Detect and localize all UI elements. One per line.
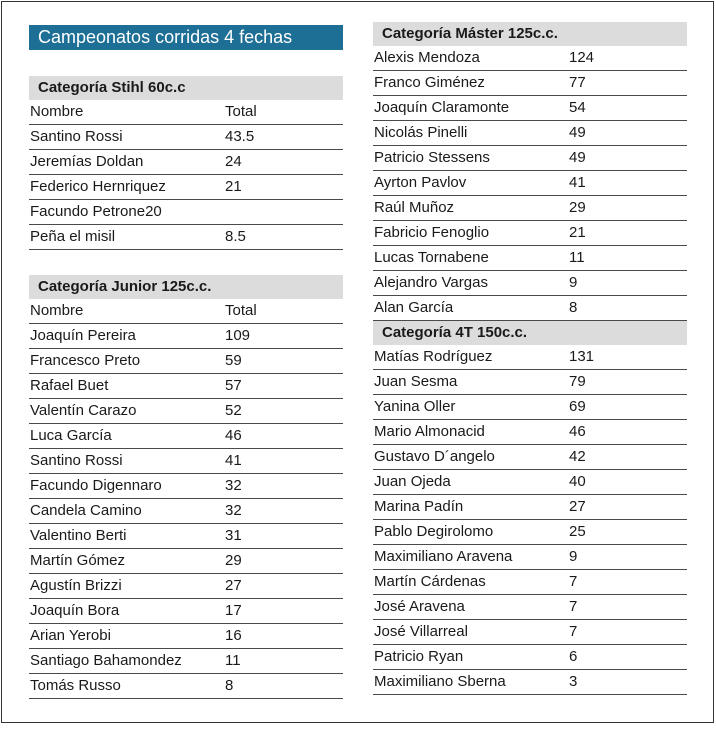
competitor-name: Luca García — [30, 427, 112, 444]
left-column — [29, 25, 343, 699]
table-row — [373, 545, 687, 570]
competitor-total: 59 — [225, 352, 242, 369]
competitor-total: 7 — [569, 598, 578, 615]
competitor-name: Maximiliano Aravena — [374, 548, 513, 565]
competitor-total: 8 — [569, 299, 578, 316]
competitor-total: 57 — [225, 377, 242, 394]
competitor-total: 8 — [225, 677, 234, 694]
table-row — [29, 449, 343, 474]
competitor-name: Raúl Muñoz — [374, 199, 455, 216]
table-row — [373, 570, 687, 595]
competitor-total: 42 — [569, 448, 586, 465]
competitor-name: Fabricio Fenoglio — [374, 224, 490, 241]
table-row — [29, 424, 343, 449]
competitor-name: Alexis Mendoza — [374, 49, 480, 66]
category-master — [373, 22, 687, 321]
table-row — [29, 175, 343, 200]
table-row — [29, 674, 343, 699]
competitor-total: 6 — [569, 648, 578, 665]
competitor-name: Ayrton Pavlov — [374, 174, 467, 191]
competitor-total: 29 — [569, 199, 586, 216]
table-row — [29, 324, 343, 349]
competitor-name: Maximiliano Sberna — [374, 673, 506, 690]
competitor-name: Martín Cárdenas — [374, 573, 486, 590]
competitor-total: 54 — [569, 99, 586, 116]
competitor-name: Federico Hernriquez — [30, 178, 166, 195]
column-header-total: Total — [225, 302, 257, 319]
competitor-total: 16 — [225, 627, 242, 644]
table-row — [373, 271, 687, 296]
competitor-name: Arian Yerobi — [30, 627, 111, 644]
competitor-name: Facundo Digennaro — [30, 477, 162, 494]
table-row — [373, 96, 687, 121]
category-title: Categoría Máster 125c.c. — [373, 22, 687, 46]
table-row — [373, 395, 687, 420]
table-row — [29, 524, 343, 549]
table-row — [29, 549, 343, 574]
competitor-name: Francesco Preto — [30, 352, 141, 369]
table-row — [373, 420, 687, 445]
table-row — [373, 345, 687, 370]
competitor-total: 7 — [569, 573, 578, 590]
competitor-total: 31 — [225, 527, 242, 544]
table-row — [29, 624, 343, 649]
table-row — [29, 574, 343, 599]
competitor-total: 21 — [225, 178, 242, 195]
category-title: Categoría 4T 150c.c. — [373, 321, 687, 345]
competitor-name: Joaquín Bora — [30, 602, 120, 619]
competitor-name: Valentino Berti — [30, 527, 127, 544]
table-header-row — [29, 100, 343, 125]
competitor-name: Joaquín Claramonte — [374, 99, 510, 116]
competitor-name: Jeremías Doldan — [30, 153, 144, 170]
table-row — [29, 225, 343, 250]
competitor-total: 49 — [569, 149, 586, 166]
competitor-total: 27 — [225, 577, 242, 594]
competitor-total: 9 — [569, 274, 578, 291]
table-row — [373, 445, 687, 470]
table-row — [373, 370, 687, 395]
category-title: Categoría Stihl 60c.c — [29, 76, 343, 100]
competitor-total: 21 — [569, 224, 586, 241]
category-4t — [373, 321, 687, 695]
column-header-total: Total — [225, 103, 257, 120]
competitor-name: Nicolás Pinelli — [374, 124, 468, 141]
competitor-name: Facundo Petrone20 — [30, 203, 162, 220]
competitor-total: 27 — [569, 498, 586, 515]
table-row — [29, 200, 343, 225]
column-header-name: Nombre — [30, 302, 84, 319]
table-row — [373, 221, 687, 246]
table-row — [29, 125, 343, 150]
table-row — [373, 620, 687, 645]
competitor-name: José Aravena — [374, 598, 465, 615]
table-row — [29, 399, 343, 424]
competitor-name: Agustín Brizzi — [30, 577, 122, 594]
column-header-name: Nombre — [30, 103, 84, 120]
right-column — [373, 22, 687, 695]
table-row — [373, 171, 687, 196]
table-row — [29, 474, 343, 499]
table-row — [29, 599, 343, 624]
competitor-name: Patricio Ryan — [374, 648, 464, 665]
table-row — [373, 670, 687, 695]
competitor-name: Candela Camino — [30, 502, 142, 519]
competitor-name: Marina Padín — [374, 498, 464, 515]
competitor-total: 32 — [225, 502, 242, 519]
competitor-total: 24 — [225, 153, 242, 170]
competitor-name: Franco Giménez — [374, 74, 485, 91]
competitor-total: 79 — [569, 373, 586, 390]
competitor-name: Matías Rodríguez — [374, 348, 493, 365]
competitor-name: Juan Sesma — [374, 373, 458, 390]
competitor-total: 11 — [225, 652, 241, 669]
competitor-name: Alan García — [374, 299, 454, 316]
table-row — [29, 499, 343, 524]
table-row — [29, 349, 343, 374]
competitor-name: Gustavo D´angelo — [374, 448, 495, 465]
competitor-name: Pablo Degirolomo — [374, 523, 494, 540]
competitor-name: Peña el misil — [30, 228, 116, 245]
competitor-total: 3 — [569, 673, 578, 690]
competitor-name: Santiago Bahamondez — [30, 652, 182, 669]
competitor-name: Lucas Tornabene — [374, 249, 489, 266]
table-row — [373, 121, 687, 146]
table-row — [373, 296, 687, 321]
table-header-row — [29, 299, 343, 324]
competitor-total: 17 — [225, 602, 242, 619]
competitor-name: Juan Ojeda — [374, 473, 451, 490]
competitor-total: 49 — [569, 124, 586, 141]
table-row — [373, 71, 687, 96]
table-row — [373, 520, 687, 545]
competitor-total: 109 — [225, 327, 251, 344]
competitor-total: 9 — [569, 548, 578, 565]
competitor-total: 7 — [569, 623, 578, 640]
competitor-total: 46 — [225, 427, 242, 444]
page-title: Campeonatos corridas 4 fechas — [29, 25, 343, 50]
competitor-total: 52 — [225, 402, 242, 419]
competitor-total: 8.5 — [225, 228, 246, 245]
competitor-total: 32 — [225, 477, 242, 494]
competitor-name: Alejandro Vargas — [374, 274, 488, 291]
competitor-total: 40 — [569, 473, 586, 490]
competitor-total: 29 — [225, 552, 242, 569]
table-row — [29, 374, 343, 399]
competitor-name: Santino Rossi — [30, 452, 123, 469]
competitor-name: Santino Rossi — [30, 128, 123, 145]
table-row — [373, 146, 687, 171]
competitor-name: Martín Gómez — [30, 552, 126, 569]
competitor-total: 25 — [569, 523, 586, 540]
competitor-total: 46 — [569, 423, 586, 440]
table-row — [373, 595, 687, 620]
competitor-name: Valentín Carazo — [30, 402, 137, 419]
competitor-name: Rafael Buet — [30, 377, 109, 394]
competitor-total: 77 — [569, 74, 586, 91]
category-stihl — [29, 76, 343, 250]
competitor-total: 131 — [569, 348, 595, 365]
table-row — [373, 246, 687, 271]
category-title: Categoría Junior 125c.c. — [29, 275, 343, 299]
table-row — [29, 150, 343, 175]
table-row — [373, 470, 687, 495]
competitor-name: Yanina Oller — [374, 398, 456, 415]
competitor-name: Patricio Stessens — [374, 149, 490, 166]
table-row — [373, 196, 687, 221]
competitor-name: Mario Almonacid — [374, 423, 485, 440]
table-row — [29, 649, 343, 674]
category-junior — [29, 275, 343, 699]
competitor-name: Tomás Russo — [30, 677, 121, 694]
competitor-name: Joaquín Pereira — [30, 327, 136, 344]
competitor-total: 43.5 — [225, 128, 255, 145]
competitor-total: 124 — [569, 49, 595, 66]
competitor-total: 11 — [569, 249, 585, 266]
table-row — [373, 46, 687, 71]
competitor-total: 41 — [225, 452, 242, 469]
table-row — [373, 645, 687, 670]
competitor-total: 69 — [569, 398, 586, 415]
table-row — [373, 495, 687, 520]
competitor-total: 41 — [569, 174, 586, 191]
competitor-name: José Villarreal — [374, 623, 468, 640]
